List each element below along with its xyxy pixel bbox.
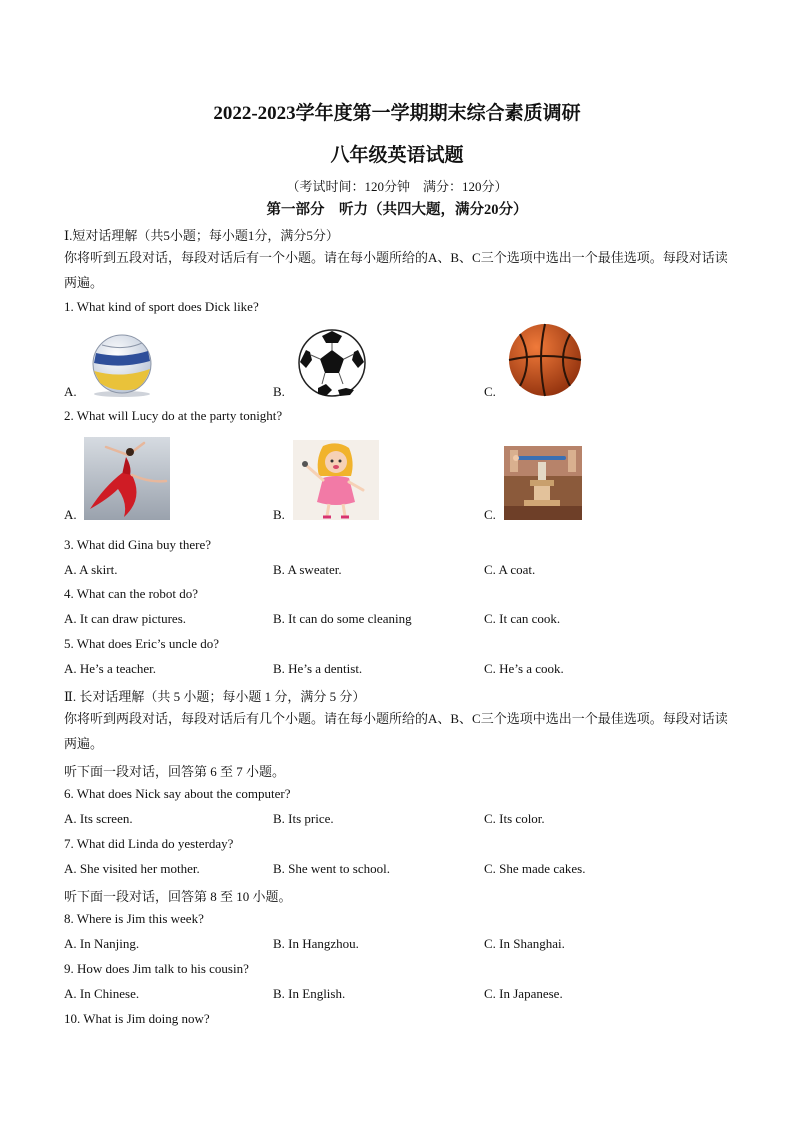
- q6-option-c: C. Its color.: [484, 811, 545, 826]
- section1-instruction: 你将听到五段对话，每段对话后有一个小题。请在每小题所给的A、B、C三个选项中选出一个最佳选项。每段对话读两遍。: [64, 250, 728, 290]
- q9-option-a: A. In Chinese.: [64, 986, 140, 1001]
- q5-option-c: C. He’s a cook.: [484, 661, 564, 676]
- q9-option-b: B. In English.: [273, 986, 346, 1001]
- q8-option-b: B. In Hangzhou.: [273, 936, 359, 951]
- question-3: 3. What did Gina buy there?: [64, 537, 212, 552]
- volleyball-icon: [84, 333, 158, 397]
- q9-option-c: C. In Japanese.: [484, 986, 563, 1001]
- q5-option-b: B. He’s a dentist.: [273, 661, 363, 676]
- q1-option-b: B.: [273, 384, 285, 399]
- q3-option-a: A. A skirt.: [64, 562, 118, 577]
- question-9: 9. How does Jim talk to his cousin?: [64, 961, 249, 976]
- q3-option-b: B. A sweater.: [273, 562, 342, 577]
- dancer-icon: [84, 437, 170, 520]
- q6-option-b: B. Its price.: [273, 811, 334, 826]
- question-1: 1. What kind of sport does Dick like?: [64, 299, 259, 314]
- q8-option-c: C. In Shanghai.: [484, 936, 565, 951]
- question-7: 7. What did Linda do yesterday?: [64, 836, 234, 851]
- question-6: 6. What does Nick say about the computer?: [64, 786, 291, 801]
- exam-subtitle: 八年级英语试题: [330, 145, 464, 166]
- question-2: 2. What will Lucy do at the party tonight?: [64, 408, 283, 423]
- q1-option-a: A.: [64, 384, 77, 399]
- q2-option-a: A.: [64, 507, 77, 522]
- section1-heading: Ⅰ.短对话理解（共5小题；每小题1分，满分5分）: [64, 228, 339, 243]
- question-10: 10. What is Jim doing now?: [64, 1011, 210, 1026]
- section2-instruction: 你将听到两段对话，每段对话后有几个小题。请在每小题所给的A、B、C三个选项中选出一个最佳选项。每段对话读两遍。: [64, 711, 728, 751]
- q6-option-a: A. Its screen.: [64, 811, 133, 826]
- dialog2-note: 听下面一段对话，回答第 8 至 10 小题。: [64, 889, 292, 904]
- part-title: 第一部分 听力（共四大题，满分20分）: [266, 202, 528, 218]
- soccer-ball-icon: [296, 328, 368, 398]
- q5-option-a: A. He’s a teacher.: [64, 661, 157, 676]
- singer-icon: [293, 440, 379, 520]
- question-5: 5. What does Eric’s uncle do?: [64, 636, 219, 651]
- question-8: 8. Where is Jim this week?: [64, 911, 204, 926]
- acrobat-icon: [504, 446, 582, 520]
- basketball-icon: [504, 322, 586, 398]
- exam-info: （考试时间：120分钟 满分：120分）: [286, 179, 508, 194]
- q2-option-c: C.: [484, 507, 496, 522]
- exam-title: 2022-2023学年度第一学期期末综合素质调研: [213, 103, 581, 124]
- q4-option-a: A. It can draw pictures.: [64, 611, 187, 626]
- q7-option-b: B. She went to school.: [273, 861, 390, 876]
- dialog1-note: 听下面一段对话，回答第 6 至 7 小题。: [64, 764, 286, 779]
- q7-option-a: A. She visited her mother.: [64, 861, 200, 876]
- q4-option-b: B. It can do some cleaning: [273, 611, 412, 626]
- q7-option-c: C. She made cakes.: [484, 861, 586, 876]
- section2-heading: Ⅱ. 长对话理解（共 5 小题；每小题 1 分，满分 5 分）: [64, 689, 366, 704]
- q8-option-a: A. In Nanjing.: [64, 936, 140, 951]
- q3-option-c: C. A coat.: [484, 562, 536, 577]
- q2-option-b: B.: [273, 507, 285, 522]
- question-4: 4. What can the robot do?: [64, 586, 199, 601]
- q4-option-c: C. It can cook.: [484, 611, 561, 626]
- q1-option-c: C.: [484, 384, 496, 399]
